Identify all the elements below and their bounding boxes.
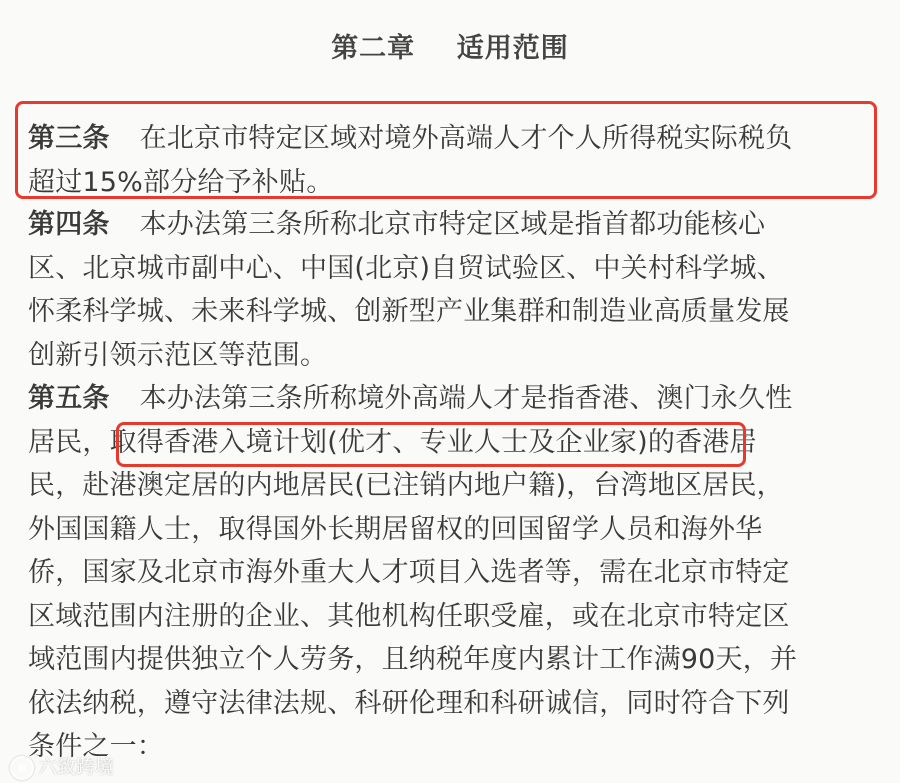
watermark <box>10 752 114 780</box>
watermark-text: 六致跨境 <box>38 756 115 778</box>
article-3-line-2: 超过15%部分给予补贴。 <box>28 166 334 198</box>
article-4 <box>28 203 878 377</box>
article-3-text-1: 在北京市特定区域对境外高端人才个人所得税实际税负 <box>139 123 793 154</box>
article-5-line-3: 民，赴港澳定居的内地居民(已注销内地户籍)，台湾地区居民， <box>28 470 784 501</box>
article-5-line-9: 条件之一： <box>28 731 164 762</box>
article-4-line-1 <box>28 203 878 247</box>
article-3 <box>28 117 878 204</box>
article-5-line-6: 区域范围内注册的企业、其他机构任职受雇，或在北京市特定区 <box>28 600 790 632</box>
article-4-line-2: 区、北京城市副中心、中国(北京)自贸试验区、中关村科学城、 <box>28 252 784 284</box>
article-5 <box>28 377 878 769</box>
article-4-label: 第四条 <box>28 209 110 240</box>
article-4-line-4: 创新引领示范区等范围。 <box>28 339 328 371</box>
article-5-line-5: 侨，国家及北京市海外重大人才项目入选者等，需在北京市特定 <box>28 557 790 588</box>
article-5-line-2: 居民，取得香港入境计划(优才、专业人士及企业家)的香港居 <box>28 426 757 458</box>
article-5-label: 第五条 <box>28 383 110 414</box>
article-3-label: 第三条 <box>28 123 110 154</box>
article-5-text-1: 本办法第三条所称境外高端人才是指香港、澳门永久性 <box>139 383 793 414</box>
watermark-logo-icon <box>10 756 34 780</box>
article-4-text-1: 本办法第三条所称北京市特定区域是指首都功能核心 <box>139 209 766 240</box>
article-5-line-7: 域范围内提供独立个人劳务，且纳税年度内累计工作满90天，并 <box>28 644 798 675</box>
article-4-line-3: 怀柔科学城、未来科学城、创新型产业集群和制造业高质量发展 <box>28 296 790 327</box>
chapter-title: 第二章 适用范围 <box>331 33 569 64</box>
article-5-line-4: 外国国籍人士，取得国外长期居留权的回国留学人员和海外华 <box>28 513 763 545</box>
article-3-line-1 <box>28 117 878 161</box>
article-5-line-8: 依法纳税，遵守法律法规、科研伦理和科研诚信，同时符合下列 <box>28 687 790 719</box>
article-5-line-1 <box>28 377 878 421</box>
